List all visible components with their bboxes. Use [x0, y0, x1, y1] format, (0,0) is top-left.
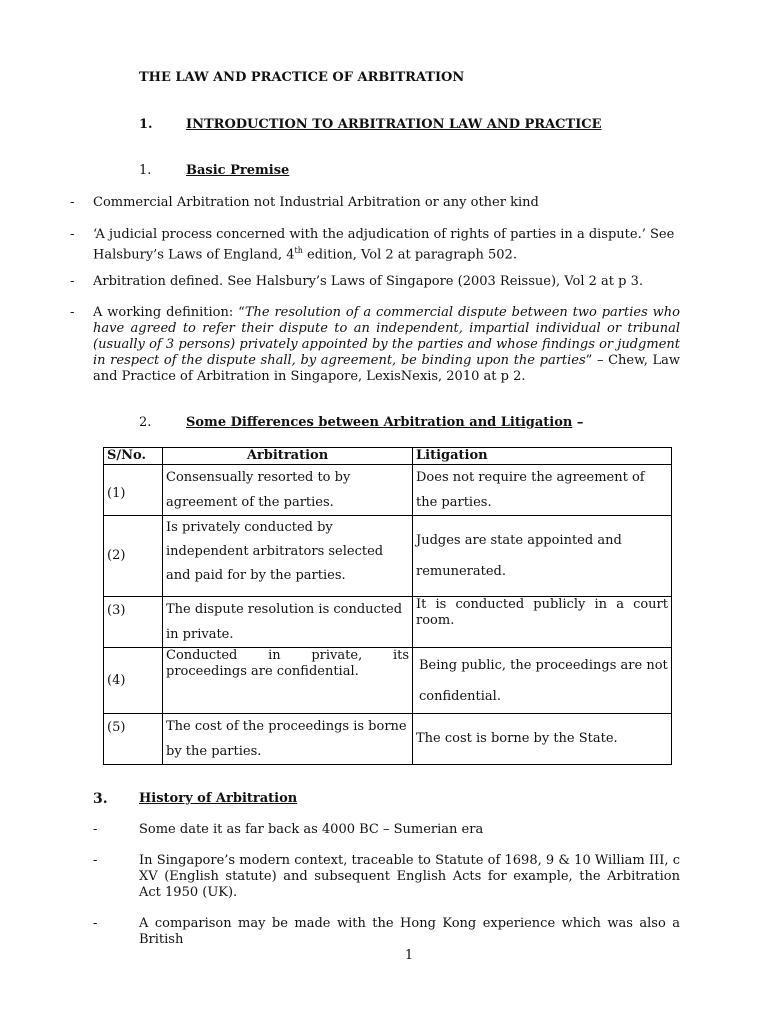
- section-1-number: 1.: [139, 117, 153, 132]
- cell-arbitration: Is privately conducted by independent arbitrators selected and paid for by the parties.: [163, 516, 413, 597]
- cell-arbitration: Conducted in private, its proceedings are confidential.: [163, 648, 413, 714]
- table-row: [104, 714, 672, 765]
- table-row: [104, 648, 672, 714]
- table-row: [104, 465, 672, 516]
- working-definition-citation: ” – Chew, Law and Practice of Arbitration in Singapore, LexisNexis, 2010 at p 2.: [93, 353, 680, 384]
- bullet-singapore-context: In Singapore’s modern context, traceable to Statute of 1698, 9 & 10 William III, c XV (English statute) and subsequent English Acts for example, the Arbitration Act 1950 (UK).: [139, 853, 680, 900]
- working-definition-lead: A working definition: “: [93, 305, 245, 320]
- superscript-th: th: [294, 246, 303, 255]
- bullet-judicial-process: [93, 227, 680, 263]
- cell-sno: (1): [104, 465, 163, 516]
- bullet-dash: -: [70, 305, 75, 320]
- subsection-2-heading-suffix: –: [572, 415, 584, 430]
- subsection-2-heading-text: Some Differences between Arbitration and Litigation: [186, 415, 573, 430]
- header-arbitration: Arbitration: [163, 448, 413, 465]
- bullet-dash: -: [70, 227, 75, 242]
- header-litigation: Litigation: [413, 448, 672, 465]
- judicial-process-tail: edition, Vol 2 at paragraph 502.: [302, 247, 517, 263]
- section-3-number: 3.: [93, 791, 108, 807]
- cell-litigation: It is conducted publicly in a court room.: [413, 597, 672, 648]
- cell-sno: (2): [104, 516, 163, 597]
- working-definition-quote: The resolution of a commercial dispute between two parties who have agreed to refer their dispute to an independent, impartial individual or tribunal (usually of 3 persons) privately appointed by the parties and whose findings or judgment in respect of the dispute shall, by agreement, be binding upon the parties: [93, 305, 680, 368]
- bullet-dash: -: [93, 853, 98, 868]
- bullet-commercial-arbitration: Commercial Arbitration not Industrial Arbitration or any other kind: [93, 195, 539, 210]
- cell-arbitration: The dispute resolution is conducted in private.: [163, 597, 413, 648]
- cell-litigation: Being public, the proceedings are not confidential.: [413, 648, 672, 714]
- subsection-1-number: 1.: [139, 163, 152, 178]
- page-number: 1: [404, 948, 414, 963]
- cell-sno: (3): [104, 597, 163, 648]
- bullet-hong-kong-comparison: A comparison may be made with the Hong Kong experience which was also a British: [139, 916, 680, 947]
- bullet-working-definition: [93, 305, 680, 385]
- table-header-row: [104, 448, 672, 465]
- subsection-1-heading: Basic Premise: [186, 163, 290, 178]
- bullet-dash: -: [93, 822, 98, 837]
- cell-litigation: The cost is borne by the State.: [413, 714, 672, 765]
- cell-arbitration: Consensually resorted to by agreement of the parties.: [163, 465, 413, 516]
- subsection-2-heading: [186, 415, 583, 430]
- bullet-dash: -: [70, 195, 75, 210]
- judicial-process-text: ‘A judicial process concerned with the adjudication of rights of parties in a dispute.’ See Halsbury’s Laws of England, 4: [93, 227, 675, 263]
- bullet-sumerian-era: Some date it as far back as 4000 BC – Sumerian era: [139, 822, 484, 837]
- table-row: [104, 516, 672, 597]
- cell-litigation: Does not require the agreement of the parties.: [413, 465, 672, 516]
- header-sno: S/No.: [104, 448, 163, 465]
- cell-litigation: Judges are state appointed and remunerated.: [413, 516, 672, 597]
- document-title: THE LAW AND PRACTICE OF ARBITRATION: [139, 70, 465, 85]
- cell-arbitration: The cost of the proceedings is borne by the parties.: [163, 714, 413, 765]
- cell-sno: (5): [104, 714, 163, 765]
- subsection-2-number: 2.: [139, 415, 152, 430]
- section-3-heading: History of Arbitration: [139, 791, 298, 806]
- section-1-heading: INTRODUCTION TO ARBITRATION LAW AND PRACTICE: [186, 117, 602, 132]
- bullet-dash: -: [93, 916, 98, 931]
- comparison-table: [103, 447, 672, 765]
- bullet-dash: -: [70, 274, 75, 289]
- table-row: [104, 597, 672, 648]
- cell-sno: (4): [104, 648, 163, 714]
- bullet-arbitration-defined: Arbitration defined. See Halsbury’s Laws of Singapore (2003 Reissue), Vol 2 at p 3.: [93, 274, 643, 289]
